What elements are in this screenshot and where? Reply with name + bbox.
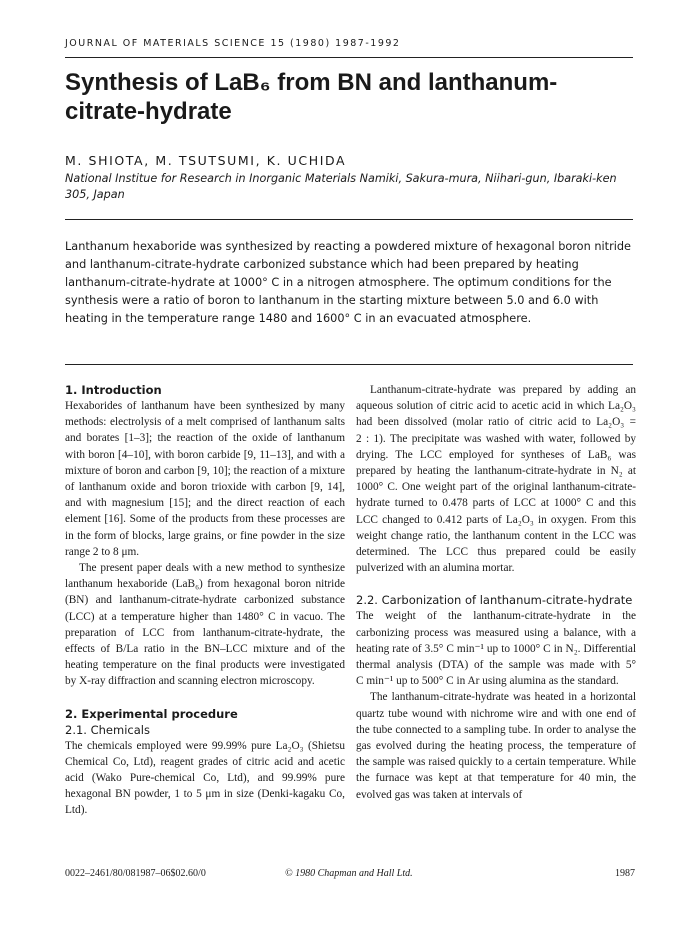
section-heading-experimental: 2. Experimental procedure bbox=[65, 706, 238, 721]
author-list: M. SHIOTA, M. TSUTSUMI, K. UCHIDA bbox=[65, 153, 347, 168]
left-column bbox=[65, 382, 345, 819]
abstract: Lanthanum hexaboride was synthesized by reacting a powdered mixture of hexagonal boron nitride and lanthanum-citrate-hydrate carbonized substance which had been prepared by heating lanthanum-citrate-hydrate at 1000° C in a nitrogen atmosphere. The optimum conditions for the synthesis were a ratio of boron to lanthanum in the starting mixture between 5.0 and 6.0 with heating in the temperature range 1480 and 1600° C in an evacuated atmosphere. bbox=[65, 240, 631, 325]
subsection-heading-chemicals: 2.1. Chemicals bbox=[65, 722, 150, 737]
copyright-notice: © 1980 Chapman and Hall Ltd. bbox=[285, 868, 413, 879]
journal-header: JOURNAL OF MATERIALS SCIENCE 15 (1980) 1987-1992 bbox=[65, 38, 401, 49]
right-column bbox=[356, 382, 636, 803]
intro-paragraph-1: Hexaborides of lanthanum have been synthesized by many methods: electrolysis of a melt comprised of lanthanum salts and borates [1–3]; the reaction of the oxide of lanthanum with boron [4–10], with boron carbide [9, 11–13], and with a mixture of boron and carbon [9, 10]; the reaction of a mixture of lanthanum oxide and boron trioxide with carbon [9, 14], and with magnesium [15]; and the direct reaction of each element [16]. Some of the products from these processes are in the form of blocks, large grains, or fine powder in the size range 2 to 8 μm. bbox=[65, 400, 345, 558]
preparation-paragraph: Lanthanum-citrate-hydrate was prepared by adding an aqueous solution of citric acid to acetic acid in which La₂O₃ had been dissolved (molar ratio of citric acid to La₂O₃ = 2 : 1). The precipitate was washed with water, followed by drying. The LCC employed for syntheses of LaB₆ was prepared by heating the lanthanum-citrate-hydrate in N₂ at 1000° C. One weight part of the original lanthanum-citrate-hydrate turned to 0.478 parts of LCC at 1000° C and this LCC changed to 0.412 parts of La₂O₃ in oxygen. From this weight change ratio, the lanthanum content in the LCC was determined. The LCC thus prepared could be easily pulverized with an alumina mortar. bbox=[356, 384, 636, 575]
header-rule bbox=[65, 57, 633, 58]
carbonization-paragraph-2: The lanthanum-citrate-hydrate was heated in a horizontal quartz tube wound with nichrome wire and with one end of the tube connected to a sampling tube. In order to analyse the gas evolved during the heating process, the temperature of the sample was raised quickly to a certain temperature. While the furnace was kept at that temperature for 40 min, the evolved gas was taken at intervals of bbox=[356, 691, 636, 801]
intro-paragraph-2: The present paper deals with a new method to synthesize lanthanum hexaboride (LaB₆) from hexagonal boron nitride (BN) and lanthanum-citrate-hydrate carbonized substance (LCC) at a temperature higher than 1480° C in vacuo. The preparation of LCC from lanthanum-citrate-hydrate, the effects of B/La ratio in the BN–LCC mixture and of the heating temperature on the final products were investigated by X-ray diffraction and scanning electron microscopy. bbox=[65, 562, 345, 688]
section-heading-introduction: 1. Introduction bbox=[65, 383, 162, 397]
abstract-bottom-rule bbox=[65, 364, 633, 365]
subsection-heading-carbonization: 2.2. Carbonization of lanthanum-citrate-hydrate bbox=[356, 593, 633, 608]
page-number: 1987 bbox=[615, 868, 635, 879]
abstract-top-rule bbox=[65, 219, 633, 220]
author-affiliation: National Institue for Research in Inorganic Materials Namiki, Sakura-mura, Niihari-gun, Ibaraki-ken 305, Japan bbox=[65, 172, 617, 201]
chemicals-paragraph: The chemicals employed were 99.99% pure La₂O₃ (Shietsu Chemical Co, Ltd), reagent grades of citric acid and acetic acid (Wako Pure-chemical Co, Ltd), and 99.99% pure hexagonal BN powder, 1 to 5 μm in size (Denki-kagaku Co, Ltd). bbox=[65, 739, 345, 817]
carbonization-paragraph-1: The weight of the lanthanum-citrate-hydrate in the carbonizing process was measured using a balance, with a heating rate of 3.5° C min⁻¹ up to 1000° C in N₂. Differential thermal analysis (DTA) of the sample was made with 5° C min⁻¹ up to 500° C in Ar using alumina as the standard. bbox=[356, 610, 636, 688]
article-code: 0022–2461/80/081987–06$02.60/0 bbox=[65, 868, 206, 879]
article-title: Synthesis of LaB₆ from BN and lanthanum-citrate-hydrate bbox=[65, 69, 558, 125]
